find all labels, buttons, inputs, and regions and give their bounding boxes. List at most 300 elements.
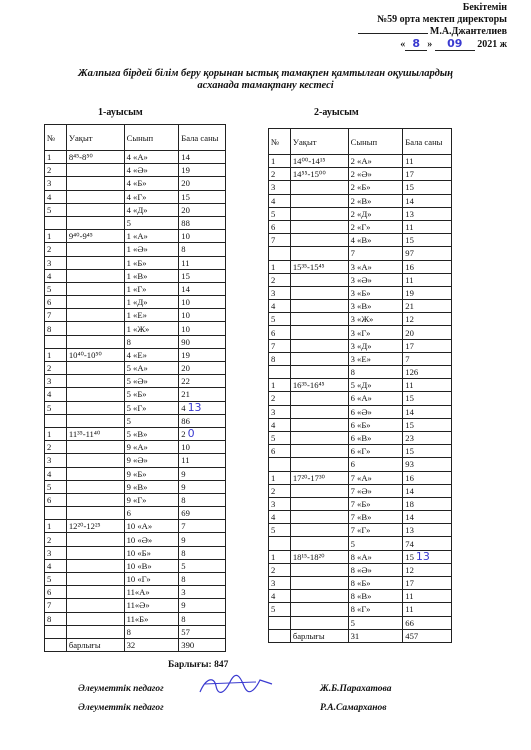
row-class: 1 «Ә» <box>124 243 179 256</box>
row-count: 14 <box>403 484 452 497</box>
row-time: 14⁵⁵-15⁰⁰ <box>290 168 348 181</box>
title-line-2: асханада тамақтану кестесі <box>197 80 334 91</box>
shift-1-label: 1-ауысым <box>98 107 143 118</box>
row-class: 3 «Ә» <box>348 273 403 286</box>
row-class: 4 «Е» <box>124 348 179 361</box>
row-number: 2 <box>45 164 67 177</box>
row-number <box>269 458 291 471</box>
row-count: 8 <box>179 573 226 586</box>
row-count: 11 <box>403 603 452 616</box>
row-time <box>290 181 348 194</box>
signature-role-1: Әлеуметтік педагог <box>78 684 164 694</box>
table-row <box>269 339 452 352</box>
table-row <box>45 467 226 480</box>
row-number: 5 <box>45 573 67 586</box>
row-time <box>66 309 124 322</box>
table-row <box>45 243 226 256</box>
row-time <box>66 164 124 177</box>
row-number <box>45 507 67 520</box>
table-row <box>269 484 452 497</box>
table-row <box>45 177 226 190</box>
row-number: 4 <box>45 467 67 480</box>
row-class: 11«Ә» <box>124 599 179 612</box>
table-row <box>45 230 226 243</box>
row-class: 9 «Б» <box>124 467 179 480</box>
row-class: 1 «Б» <box>124 256 179 269</box>
table-row <box>45 151 226 164</box>
table-row <box>45 322 226 335</box>
row-class: 5 «В» <box>124 427 179 440</box>
row-number: 5 <box>269 431 291 444</box>
row-class: 3 «Ж» <box>348 313 403 326</box>
row-time <box>290 563 348 576</box>
table-row <box>45 164 226 177</box>
table-row <box>45 480 226 493</box>
table-row <box>269 524 452 537</box>
table-row <box>45 454 226 467</box>
table-row <box>45 282 226 295</box>
row-class: 5 <box>348 537 403 550</box>
subtotal-row <box>45 216 226 229</box>
row-number <box>269 366 291 379</box>
row-class: 5 «Г» <box>124 401 179 414</box>
row-count: 7 <box>403 352 452 365</box>
table-row <box>269 155 452 168</box>
row-time: 11³⁵-11⁴⁰ <box>66 427 124 440</box>
row-count: 19 <box>179 348 226 361</box>
row-time <box>66 454 124 467</box>
row-count: 90 <box>179 335 226 348</box>
row-class: 2 «В» <box>348 194 403 207</box>
row-time: 12²⁰-12²⁵ <box>66 520 124 533</box>
row-count: 14 <box>179 151 226 164</box>
row-number: 8 <box>269 352 291 365</box>
table-row <box>269 326 452 339</box>
row-time <box>290 339 348 352</box>
row-number: 6 <box>45 493 67 506</box>
table-row <box>269 234 452 247</box>
row-number: 1 <box>269 155 291 168</box>
row-time: 17²⁰-17³⁰ <box>290 471 348 484</box>
row-number: 1 <box>269 471 291 484</box>
row-count: 22 <box>179 375 226 388</box>
signature-name-2: Р.А.Самарханов <box>320 703 387 713</box>
row-count: 9 <box>179 533 226 546</box>
row-time: 15³⁵-15⁴⁵ <box>290 260 348 273</box>
row-class: 2 «А» <box>348 155 403 168</box>
row-count: 11 <box>403 379 452 392</box>
row-count: 14 <box>403 405 452 418</box>
row-class: 5 «Д» <box>348 379 403 392</box>
handwritten-note: 0 <box>187 427 195 441</box>
row-time <box>66 401 124 414</box>
row-count: 7 <box>179 520 226 533</box>
table-row <box>269 352 452 365</box>
row-number: 5 <box>45 203 67 216</box>
row-count: 20 <box>179 203 226 216</box>
row-count: 17 <box>403 577 452 590</box>
document-title <box>0 68 531 92</box>
table-row <box>45 362 226 375</box>
total-row <box>269 629 452 642</box>
row-class: 9 «В» <box>124 480 179 493</box>
row-count: 11 <box>403 155 452 168</box>
row-count: 15 <box>403 181 452 194</box>
row-time <box>66 480 124 493</box>
row-class: 3 «В» <box>348 300 403 313</box>
row-time <box>290 405 348 418</box>
row-count: 2 0 <box>179 427 226 440</box>
table-row <box>269 550 452 563</box>
shift-2-label: 2-ауысым <box>314 107 359 118</box>
row-number: 3 <box>45 546 67 559</box>
subtotal-row <box>45 414 226 427</box>
row-count: 8 <box>179 243 226 256</box>
row-number: 8 <box>45 612 67 625</box>
row-time <box>290 300 348 313</box>
row-number: 3 <box>269 497 291 510</box>
row-count: 15 13 <box>403 550 452 563</box>
row-time <box>290 220 348 233</box>
subtotal-row <box>45 335 226 348</box>
table-row <box>269 603 452 616</box>
row-class: 9 «А» <box>124 441 179 454</box>
row-class: 10 «Ә» <box>124 533 179 546</box>
row-count: 4 13 <box>179 401 226 414</box>
director-name: М.А.Джантелиев <box>358 26 507 38</box>
row-class: 2 «Д» <box>348 207 403 220</box>
table-row <box>45 586 226 599</box>
table-row <box>269 471 452 484</box>
row-number: 2 <box>269 484 291 497</box>
row-number: 2 <box>269 273 291 286</box>
row-number <box>45 625 67 638</box>
row-number: 3 <box>45 177 67 190</box>
row-count: 126 <box>403 366 452 379</box>
row-class: 5 «Ә» <box>124 375 179 388</box>
row-class: 1 «А» <box>124 230 179 243</box>
table-row <box>45 388 226 401</box>
row-time: 18¹⁵-18²⁰ <box>290 550 348 563</box>
row-class: 9 «Г» <box>124 493 179 506</box>
row-number: 5 <box>45 480 67 493</box>
row-number: 1 <box>45 348 67 361</box>
subtotal-row <box>45 507 226 520</box>
col-header-number: № <box>269 129 291 155</box>
row-time <box>66 599 124 612</box>
row-class: 8 <box>124 625 179 638</box>
row-number: 5 <box>269 313 291 326</box>
row-time: 10⁴⁰-10⁵⁰ <box>66 348 124 361</box>
row-count: 20 <box>403 326 452 339</box>
row-count: 97 <box>403 247 452 260</box>
row-number: 4 <box>45 269 67 282</box>
table-row <box>45 309 226 322</box>
row-count: 11 <box>179 454 226 467</box>
subtotal-row <box>269 458 452 471</box>
row-count: 17 <box>403 339 452 352</box>
col-header-number: № <box>45 125 67 151</box>
row-number: 2 <box>45 243 67 256</box>
row-time <box>290 577 348 590</box>
row-count: 15 <box>403 418 452 431</box>
row-time <box>66 546 124 559</box>
row-class: 1 «Г» <box>124 282 179 295</box>
title-line-1: Жалпыға бірдей білім беру қорынан ыстық тамақпен қамтылған оқушылардың <box>78 68 453 79</box>
row-class: 7 <box>348 247 403 260</box>
row-number: 6 <box>269 326 291 339</box>
row-time <box>66 625 124 638</box>
row-class: 2 «Г» <box>348 220 403 233</box>
row-number: 3 <box>269 405 291 418</box>
row-count: 12 <box>403 563 452 576</box>
row-count: 10 <box>179 322 226 335</box>
row-time <box>290 273 348 286</box>
row-class: 7 «В» <box>348 511 403 524</box>
row-number: 4 <box>45 559 67 572</box>
director-line: №59 орта мектеп директоры <box>377 14 507 25</box>
row-number: 1 <box>45 427 67 440</box>
row-time <box>66 282 124 295</box>
row-time <box>290 445 348 458</box>
row-time: 16³⁵-16⁴⁵ <box>290 379 348 392</box>
table-row <box>269 220 452 233</box>
row-number: 7 <box>45 309 67 322</box>
row-number: 4 <box>269 418 291 431</box>
row-number <box>269 247 291 260</box>
row-time <box>66 612 124 625</box>
row-class: 5 «А» <box>124 362 179 375</box>
table-row <box>269 286 452 299</box>
row-time <box>66 507 124 520</box>
shift-1-table <box>44 124 226 652</box>
row-number: 4 <box>269 511 291 524</box>
table-row <box>45 533 226 546</box>
table-row <box>269 168 452 181</box>
row-count: 11 <box>403 273 452 286</box>
row-time <box>290 524 348 537</box>
table-row <box>45 401 226 414</box>
row-time <box>66 414 124 427</box>
table-row <box>45 256 226 269</box>
row-number: 3 <box>269 577 291 590</box>
row-number: 6 <box>45 586 67 599</box>
row-class: 6 «А» <box>348 392 403 405</box>
row-number: 3 <box>45 256 67 269</box>
row-class: 10 «А» <box>124 520 179 533</box>
table-row <box>45 612 226 625</box>
row-count: 20 <box>179 362 226 375</box>
row-count: 21 <box>403 300 452 313</box>
row-time <box>66 322 124 335</box>
row-class: 6 <box>124 507 179 520</box>
row-class: 3 «Б» <box>348 286 403 299</box>
row-class: 7 «Г» <box>348 524 403 537</box>
table-row <box>45 269 226 282</box>
table-row <box>269 405 452 418</box>
row-number <box>45 414 67 427</box>
approval-line: Бекітемін <box>462 2 507 13</box>
row-class: 7 «Ә» <box>348 484 403 497</box>
row-class: 6 «В» <box>348 431 403 444</box>
row-number: 7 <box>269 339 291 352</box>
row-count: 9 <box>179 480 226 493</box>
subtotal-row <box>45 625 226 638</box>
table-row <box>269 181 452 194</box>
row-class: 1 «Ж» <box>124 322 179 335</box>
table-row <box>269 445 452 458</box>
table-row <box>269 300 452 313</box>
table-row <box>45 493 226 506</box>
table-row <box>45 203 226 216</box>
row-class: 8 «В» <box>348 590 403 603</box>
row-number: 5 <box>269 524 291 537</box>
row-number: 1 <box>269 260 291 273</box>
table-row <box>269 563 452 576</box>
row-count: 18 <box>403 497 452 510</box>
row-time <box>290 326 348 339</box>
row-number: 3 <box>45 375 67 388</box>
row-class: 10 «В» <box>124 559 179 572</box>
row-number <box>269 537 291 550</box>
row-time <box>66 335 124 348</box>
row-class: 8 <box>348 366 403 379</box>
row-count: 86 <box>179 414 226 427</box>
row-count: 390 <box>179 638 226 651</box>
row-class: 5 «Б» <box>124 388 179 401</box>
row-count: 16 <box>403 471 452 484</box>
table-row <box>269 392 452 405</box>
row-class: 4 «Д» <box>124 203 179 216</box>
row-class: 8 «Ә» <box>348 563 403 576</box>
row-count: 15 <box>179 269 226 282</box>
row-time <box>66 586 124 599</box>
row-time <box>66 362 124 375</box>
row-number: 5 <box>269 207 291 220</box>
subtotal-row <box>269 537 452 550</box>
row-count: 23 <box>403 431 452 444</box>
row-class: 6 <box>348 458 403 471</box>
row-class: 7 «Б» <box>348 497 403 510</box>
row-count: 5 <box>179 559 226 572</box>
row-number: 6 <box>269 445 291 458</box>
table-row <box>45 573 226 586</box>
row-number <box>45 335 67 348</box>
row-time <box>290 392 348 405</box>
row-count: 457 <box>403 629 452 642</box>
row-count: 74 <box>403 537 452 550</box>
row-class: 31 <box>348 629 403 642</box>
row-time <box>66 388 124 401</box>
table-row <box>269 497 452 510</box>
row-count: 13 <box>403 524 452 537</box>
row-class: 11«А» <box>124 586 179 599</box>
row-count: 12 <box>403 313 452 326</box>
row-class: 4 «А» <box>124 151 179 164</box>
row-count: 15 <box>179 190 226 203</box>
signature-role-2: Әлеуметтік педагог <box>78 703 164 713</box>
row-number: 2 <box>45 533 67 546</box>
row-number: 2 <box>45 362 67 375</box>
row-count: 15 <box>403 445 452 458</box>
table-row <box>269 590 452 603</box>
row-count: 15 <box>403 392 452 405</box>
row-time <box>66 296 124 309</box>
row-class: 3 «Е» <box>348 352 403 365</box>
row-count: 15 <box>403 234 452 247</box>
row-number <box>269 629 291 642</box>
row-count: 8 <box>179 546 226 559</box>
row-time: барлығы <box>66 638 124 651</box>
row-time: 9⁴⁰-9⁴⁵ <box>66 230 124 243</box>
table-row <box>45 375 226 388</box>
row-time <box>66 493 124 506</box>
row-count: 19 <box>403 286 452 299</box>
row-number: 4 <box>45 388 67 401</box>
approval-date: « 8 » 09 2021 ж <box>400 37 507 50</box>
row-time <box>290 511 348 524</box>
row-time <box>66 573 124 586</box>
row-time <box>290 194 348 207</box>
shift-2-table <box>268 128 452 643</box>
row-count: 11 <box>403 590 452 603</box>
col-header-class: Сынып <box>124 125 179 151</box>
row-class: 8 «А» <box>348 550 403 563</box>
row-class: 10 «Б» <box>124 546 179 559</box>
row-time <box>66 269 124 282</box>
row-time <box>290 431 348 444</box>
row-time: 8⁴⁵-8⁵⁰ <box>66 151 124 164</box>
row-class: 5 <box>124 216 179 229</box>
row-count: 14 <box>179 282 226 295</box>
table-row <box>269 379 452 392</box>
table-row <box>45 546 226 559</box>
handwritten-note: 13 <box>415 549 430 563</box>
row-count: 3 <box>179 586 226 599</box>
row-class: 4 «Ә» <box>124 164 179 177</box>
col-header-time: Уақыт <box>290 129 348 155</box>
row-class: 4 «Б» <box>124 177 179 190</box>
row-number: 5 <box>45 282 67 295</box>
row-count: 93 <box>403 458 452 471</box>
row-class: 9 «Ә» <box>124 454 179 467</box>
row-class: 8 «Б» <box>348 577 403 590</box>
row-number: 4 <box>45 190 67 203</box>
row-number: 3 <box>269 181 291 194</box>
row-count: 66 <box>403 616 452 629</box>
row-number: 4 <box>269 300 291 313</box>
row-count: 14 <box>403 511 452 524</box>
row-number: 2 <box>269 168 291 181</box>
table-row <box>269 273 452 286</box>
table-row <box>269 418 452 431</box>
row-count: 57 <box>179 625 226 638</box>
row-number: 4 <box>269 194 291 207</box>
row-number <box>269 616 291 629</box>
table-row <box>269 207 452 220</box>
row-class: 2 «Б» <box>348 181 403 194</box>
row-class: 8 <box>124 335 179 348</box>
approval-block <box>358 2 507 51</box>
grand-total: Барлығы: 847 <box>168 660 229 670</box>
table-row <box>269 313 452 326</box>
table-row <box>45 190 226 203</box>
table-row <box>45 348 226 361</box>
subtotal-row <box>269 366 452 379</box>
row-time <box>66 216 124 229</box>
row-class: 5 <box>348 616 403 629</box>
row-class: 2 «Ә» <box>348 168 403 181</box>
